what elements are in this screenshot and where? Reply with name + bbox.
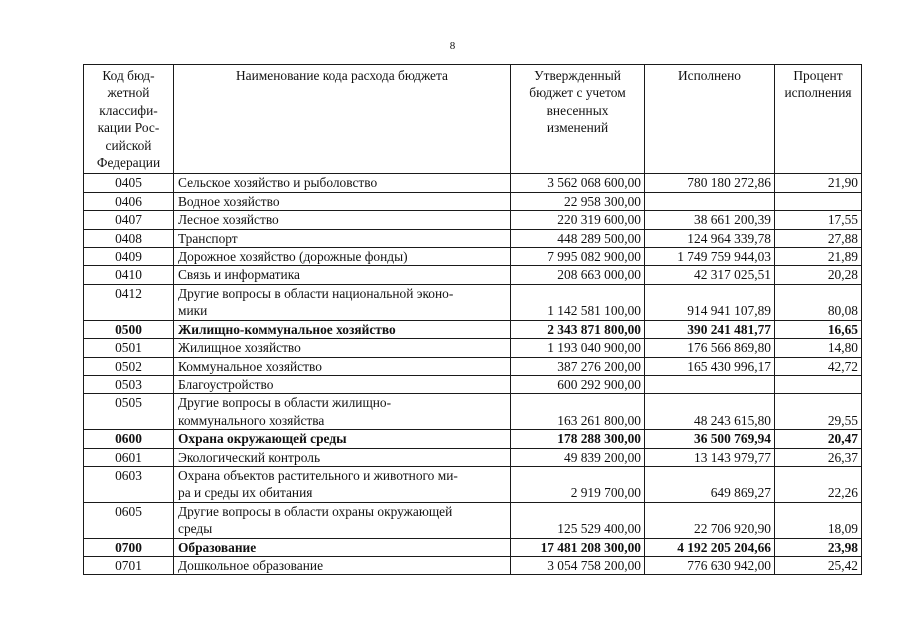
cell-code: 0409 (84, 248, 174, 266)
cell-plan: 448 289 500,00 (511, 229, 645, 247)
cell-plan: 387 276 200,00 (511, 357, 645, 375)
cell-name: Другие вопросы в области охраны окружающей среды (174, 502, 511, 538)
cell-percent: 42,72 (775, 357, 862, 375)
cell-code: 0412 (84, 284, 174, 320)
cell-name: Жилищное хозяйство (174, 339, 511, 357)
cell-percent: 27,88 (775, 229, 862, 247)
cell-executed: 165 430 996,17 (645, 357, 775, 375)
table-row (84, 266, 862, 284)
cell-code: 0501 (84, 339, 174, 357)
cell-code: 0605 (84, 502, 174, 538)
header-executed: Исполнено (645, 65, 775, 174)
cell-plan: 3 054 758 200,00 (511, 556, 645, 574)
table-body (84, 174, 862, 575)
cell-executed: 914 941 107,89 (645, 284, 775, 320)
cell-percent: 20,47 (775, 430, 862, 448)
cell-name: Связь и информатика (174, 266, 511, 284)
table-row (84, 284, 862, 320)
cell-plan: 3 562 068 600,00 (511, 174, 645, 192)
cell-name: Транспорт (174, 229, 511, 247)
table-row (84, 229, 862, 247)
cell-percent: 22,26 (775, 466, 862, 502)
cell-plan: 600 292 900,00 (511, 375, 645, 393)
cell-code: 0410 (84, 266, 174, 284)
cell-plan: 1 142 581 100,00 (511, 284, 645, 320)
cell-executed: 4 192 205 204,66 (645, 538, 775, 556)
table-row (84, 174, 862, 192)
cell-percent: 20,28 (775, 266, 862, 284)
cell-code: 0503 (84, 375, 174, 393)
cell-name: Экологический контроль (174, 448, 511, 466)
table-row (84, 448, 862, 466)
table-row (84, 211, 862, 229)
cell-code: 0701 (84, 556, 174, 574)
cell-executed: 36 500 769,94 (645, 430, 775, 448)
cell-percent (775, 192, 862, 210)
cell-percent: 14,80 (775, 339, 862, 357)
cell-code: 0603 (84, 466, 174, 502)
cell-executed: 22 706 920,90 (645, 502, 775, 538)
table-header (84, 65, 862, 174)
cell-percent: 25,42 (775, 556, 862, 574)
cell-name: Другие вопросы в области жилищно- коммунального хозяйства (174, 394, 511, 430)
cell-plan: 125 529 400,00 (511, 502, 645, 538)
cell-plan: 2 343 871 800,00 (511, 320, 645, 338)
cell-name: Охрана окружающей среды (174, 430, 511, 448)
table-row (84, 538, 862, 556)
cell-plan: 1 193 040 900,00 (511, 339, 645, 357)
cell-executed: 13 143 979,77 (645, 448, 775, 466)
table-row (84, 430, 862, 448)
cell-percent: 17,55 (775, 211, 862, 229)
table-row (84, 248, 862, 266)
cell-percent: 29,55 (775, 394, 862, 430)
cell-percent: 18,09 (775, 502, 862, 538)
cell-executed: 1 749 759 944,03 (645, 248, 775, 266)
cell-name: Водное хозяйство (174, 192, 511, 210)
table-row (84, 357, 862, 375)
cell-executed: 780 180 272,86 (645, 174, 775, 192)
table-row (84, 394, 862, 430)
cell-percent: 26,37 (775, 448, 862, 466)
cell-name: Образование (174, 538, 511, 556)
table-row (84, 375, 862, 393)
cell-name: Охрана объектов растительного и животного ми- ра и среды их обитания (174, 466, 511, 502)
header-name: Наименование кода расхода бюджета (174, 65, 511, 174)
page-number: 8 (449, 40, 456, 52)
cell-executed: 42 317 025,51 (645, 266, 775, 284)
budget-table (83, 64, 862, 575)
cell-plan: 178 288 300,00 (511, 430, 645, 448)
cell-percent (775, 375, 862, 393)
cell-name: Жилищно-коммунальное хозяйство (174, 320, 511, 338)
cell-executed: 38 661 200,39 (645, 211, 775, 229)
table-row (84, 339, 862, 357)
cell-plan: 7 995 082 900,00 (511, 248, 645, 266)
cell-name: Коммунальное хозяйство (174, 357, 511, 375)
cell-plan: 208 663 000,00 (511, 266, 645, 284)
cell-executed: 124 964 339,78 (645, 229, 775, 247)
cell-executed: 176 566 869,80 (645, 339, 775, 357)
cell-name: Благоустройство (174, 375, 511, 393)
cell-plan: 163 261 800,00 (511, 394, 645, 430)
cell-percent: 80,08 (775, 284, 862, 320)
table-row (84, 320, 862, 338)
cell-executed: 649 869,27 (645, 466, 775, 502)
cell-executed: 776 630 942,00 (645, 556, 775, 574)
cell-plan: 17 481 208 300,00 (511, 538, 645, 556)
cell-code: 0407 (84, 211, 174, 229)
cell-percent: 23,98 (775, 538, 862, 556)
cell-plan: 2 919 700,00 (511, 466, 645, 502)
cell-name: Дошкольное образование (174, 556, 511, 574)
header-row (84, 65, 862, 174)
table-row (84, 192, 862, 210)
cell-code: 0405 (84, 174, 174, 192)
cell-code: 0502 (84, 357, 174, 375)
cell-name: Лесное хозяйство (174, 211, 511, 229)
cell-plan: 220 319 600,00 (511, 211, 645, 229)
cell-executed: 48 243 615,80 (645, 394, 775, 430)
cell-code: 0601 (84, 448, 174, 466)
cell-percent: 21,90 (775, 174, 862, 192)
table-row (84, 556, 862, 574)
cell-name: Дорожное хозяйство (дорожные фонды) (174, 248, 511, 266)
cell-code: 0700 (84, 538, 174, 556)
cell-code: 0500 (84, 320, 174, 338)
header-code: Код бюд- жетной классифи- кации Рос- сийской Федерации (84, 65, 174, 174)
cell-percent: 16,65 (775, 320, 862, 338)
table-row (84, 502, 862, 538)
cell-executed (645, 375, 775, 393)
cell-name: Сельское хозяйство и рыболовство (174, 174, 511, 192)
cell-code: 0600 (84, 430, 174, 448)
header-percent: Процент исполнения (775, 65, 862, 174)
cell-executed (645, 192, 775, 210)
header-plan: Утвержденный бюджет с учетом внесенных изменений (511, 65, 645, 174)
cell-code: 0406 (84, 192, 174, 210)
cell-plan: 49 839 200,00 (511, 448, 645, 466)
cell-percent: 21,89 (775, 248, 862, 266)
cell-executed: 390 241 481,77 (645, 320, 775, 338)
cell-code: 0505 (84, 394, 174, 430)
cell-code: 0408 (84, 229, 174, 247)
table-row (84, 466, 862, 502)
cell-name: Другие вопросы в области национальной эконо- мики (174, 284, 511, 320)
cell-plan: 22 958 300,00 (511, 192, 645, 210)
